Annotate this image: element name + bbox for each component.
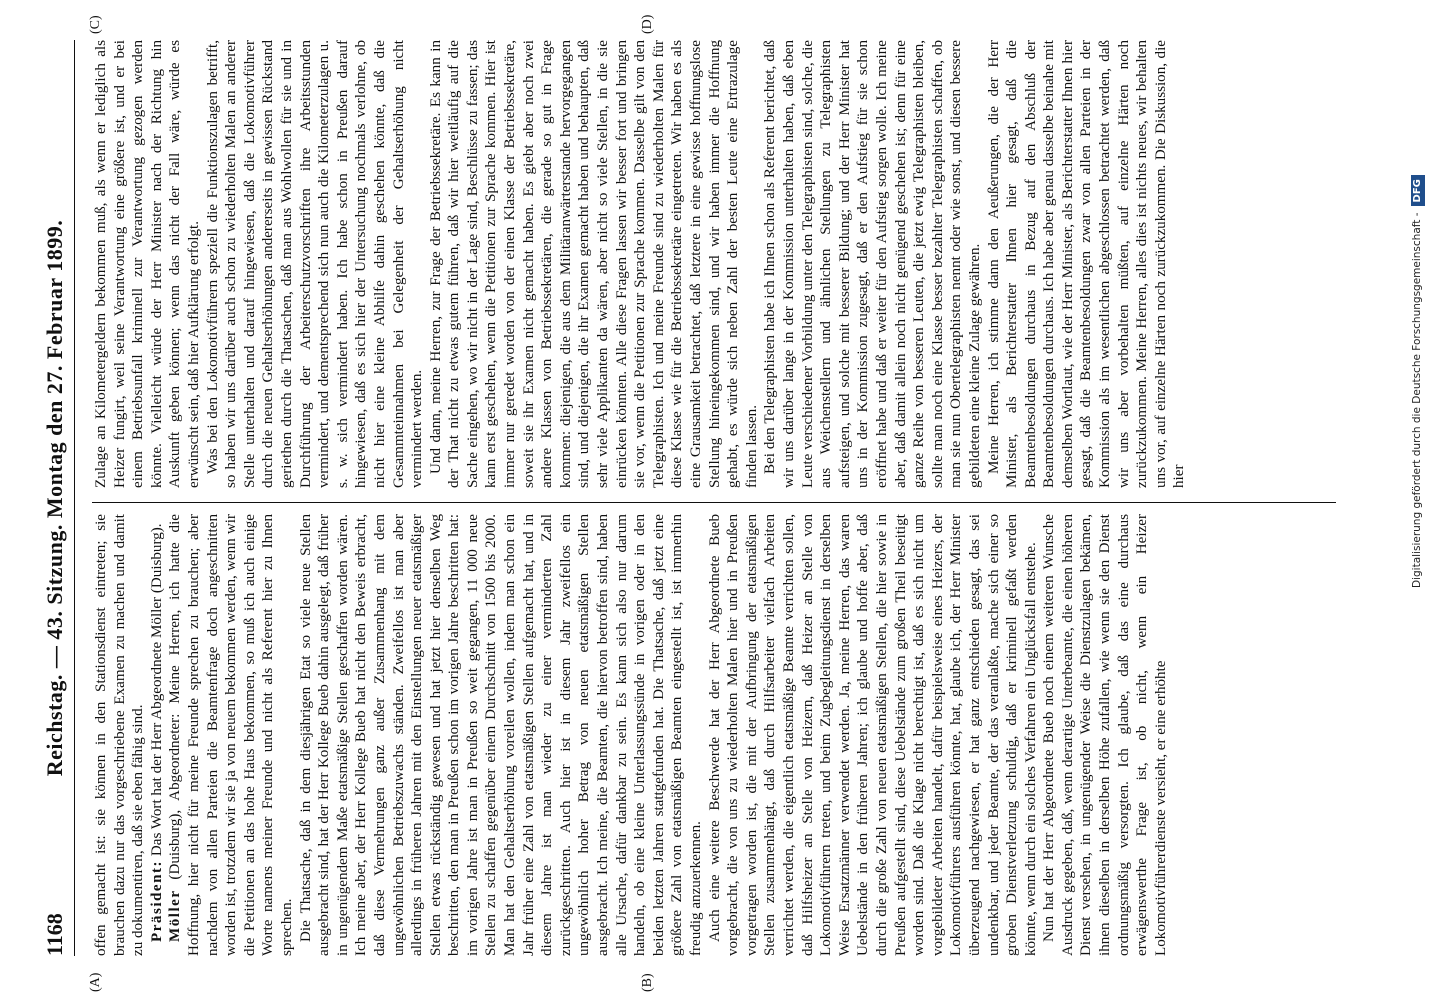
- margin-marker-c: (C): [88, 15, 103, 34]
- digitization-note: [1404, 8, 1432, 588]
- paragraph-text: Meine Herren, ich stimme dann den Aeußerungen, die der Herr Minister, als Berichterstatter Ihnen hier gesagt, daß die Beamtenbesoldungen durchaus in Bezug auf den Abschluß der Beamtenbesoldungen durchaus. Ich habe aber genau dasselbe beinahe mit demselben Wortlaut, wie der Herr Minister, als Berichterstatter Ihnen hier gesagt, daß die Beamtenbesoldungen zwar von allen Parteien in der Kommission als im wesentlichen abgeschlossen betrachtet werden, daß wir uns aber vorbehalten müßten, auf einzelne Härten noch zurückzukommen. Meine Herren, alles dies ist nichts neues, wir behalten uns vor, auf einzelne Härten noch zurückzukommen. Die Diskussion, die hier: [985, 40, 1188, 488]
- paragraph-text: Was bei den Lokomotivführern speziell die Funktionszulagen betrifft, so haben wir uns darüber auch schon zu wiederholten Malen an anderer Stelle unterhalten und darauf hingewiesen, daß die Lokomotivführer durch die neuen Gehaltserhöhungen andererseits in gewissen Rückstand geriethen durch die Thatsachen, daß man aus Wohlwollen für sie und in Durchführung der Arbeiterschutzvorschriften ihre Arbeitsstunden vermindert, und dementsprechend sich nun auch die Kilometerzulagen u. s. w. sich vermindert haben. Ich habe schon in Preußen darauf hingewiesen, daß es sich hier der Untersuchung nochmals verlohne, ob nicht hier eine kleine Abhilfe dahin geschehen könnte, daß die Gesammteinnahmen bei Gelegenheit der Gehaltserhöhung nicht vermindert werden.: [204, 40, 426, 488]
- paragraph-text: (Duisburg), Abgeordneter: Meine Herren, ich hatte die Hoffnung, hier nicht für meine Freunde sprechen zu brauchen; aber nachdem von allen Parteien die Beamtenfrage doch angeschnitten worden ist, trotzdem wir sie ja von neuem bekommen werden, wenn wir die Petitionen an das hohe Haus bekommen, so muß ich auch einige Worte namens meiner Freunde und nicht als Referent hier zu Ihnen sprechen.: [167, 514, 295, 956]
- margin-marker-a: (A): [88, 972, 103, 992]
- paragraph: [761, 40, 984, 488]
- paragraph-text: Auch eine weitere Beschwerde hat der Herr Abgeordnete Bueb vorgebracht, die von uns zu wiederholten Malen hier und in Preußen vorgetragen worden ist, die mit der Aufbringung der etatsmäßigen Stellen zusammenhängt, daß durch Hilfsarbeiter vielfach Arbeiten verrichtet werden, die eigentlich etatsmäßige Beamte verrichten sollen, daß Hilfsheizer an Stelle von Heizern, daß Heizer an Stelle von Lokomotivführern treten, und beim Zugbegleitungsdienst in derselben Weise Ersatzmänner verwendet werden. Ja, meine Herren, das waren Uebelstände in den früheren Jahren; ich glaube und hoffe aber, daß durch die große Zahl von neuen etatsmäßigen Stellen, die hier sowie in Preußen aufgestellt sind, diese Uebelstände zum großen Theil beseitigt worden sind. Daß die Klage nicht berechtigt ist, daß es sich nicht um vorgebildeter Arbeiten handelt, dafür beispielsweise eines Heizers, der Lokomotivführers ausführen könnte, hat, glaube ich, der Herr Minister überzeugend nachgewiesen, er hat ganz entschieden gesagt, das sei undenkbar, und jeder Beamte, der das veranlaßte, mache sich einer so groben Dienstverletzung schuldig, daß er kriminell gefaßt werden könnte, wenn durch ein solches Verfahren ein Unglücksfall entstehe.: [706, 514, 1039, 956]
- dfg-logo: DFG: [1411, 175, 1425, 206]
- speaker-paragraph: [166, 514, 296, 956]
- running-head: [40, 40, 75, 956]
- paragraph-text: Bei den Telegraphisten habe ich Ihnen schon als Referent berichtet, daß wir uns darüber lange in der Kommission unterhalten haben, daß eben Leute verschiedener Vorbildung unter den Telegraphisten sind, solche, die aus Weichenstellern und ähnlichen Stellungen zu Telegraphisten aufsteigen, und solche mit besserer Bildung; und der Herr Minister hat uns in der Kommission zugesagt, daß er den Aufstieg für sie schon eröffnet habe und daß er weiter für den Aufstieg sorgen wolle. Ich meine aber, daß damit allein noch nicht genügend geschehen ist; denn für eine ganze Reihe von besseren Leuten, die jetzt ewig Telegraphisten bleiben, sollte man noch eine Klasse besser bezahlter Telegraphisten schaffen, ob man sie nun Obertelegraphisten nennt oder wie sonst, und diesen bessere gebildeten eine kleine Zulage gewähren.: [762, 40, 983, 488]
- paragraph-text: Zulage an Kilometergeldern bekommen muß, als wenn er lediglich als Heizer fungirt, weil seine Verantwortung eine größere ist, und er bei einem Betriebsunfall kriminell zur Verantwortung gezogen werden könnte. Vielleicht würde der Herr Minister nach der Richtung hin Auskunft geben können; wenn das nicht der Fall wäre, würde es erwünscht sein, daß hier Aufklärung erfolgt.: [93, 40, 202, 488]
- paragraph: [92, 40, 204, 488]
- paragraph: [297, 514, 706, 956]
- left-column: [92, 514, 1336, 956]
- speaker-paragraph: [148, 514, 167, 956]
- paragraph: [204, 40, 427, 488]
- column-divider: [92, 502, 1336, 503]
- paragraph-text: Die Thatsache, daß in dem diesjährigen Etat so viele neue Stellen ausgebracht sind, hat der Herr Kollege Bueb dahin ausgelegt, daß früher in ungenügendem Maße etatsmäßige Stellen geschaffen worden wären. Ich meine aber, der Herr Kollege Bueb hat nicht den Beweis erbracht, daß diese Vermehrungen ganz außer Zusammenhang mit dem ungewöhnlichen Betriebszuwachs ständen. Zweifellos ist man aber allerdings in früheren Jahren mit den Einstellungen neuer etatsmäßiger Stellen etwas rückständig gewesen und hat jetzt hier denselben Weg beschritten, den man in Preußen schon im vorigen Jahre beschritten hat: im vorigen Jahre ist man in Preußen so weit gegangen, 11 000 neue Stellen zu schaffen gegenüber einem Durchschnitt von 1500 bis 2000. Man hat den Gehaltserhöhung voreilen wollen, indem man schon ein Jahr früher eine Zahl von etatsmäßigen Stellen aufgemacht hat, und in diesem Jahre ist man wieder zu einer verminderten Zahl zurückgeschritten. Auch hier ist in diesem Jahr zweifellos ein ungewöhnlich hoher Betrag von neuen etatsmäßigen Stellen ausgebracht. Ich meine, die Beamten, die hiervon betroffen sind, haben alle Ursache, dafür dankbar zu sein. Es kann sich also nur darum handeln, ob eine kleine Unterlassungssünde in vorigen oder in den beiden letzten Jahren stattgefunden hat. Die Thatsache, daß jetzt eine größere Zahl von etatsmäßigen Beamten eingestellt ist, ist immerhin freudig anzuerkennen.: [297, 514, 704, 956]
- paragraph: [985, 40, 1190, 488]
- page-title: Reichstag. — 43. Sitzung. Montag den 27. Februar 1899.: [42, 219, 67, 777]
- page-number: 1168: [42, 913, 67, 956]
- paragraph-text: Das Wort hat der Herr Abgeordnete Möller (Duisburg).: [148, 523, 165, 857]
- right-column: [92, 40, 1336, 488]
- paragraph-text: Und dann, meine Herren, zur Frage der Betriebssekretäre. Es kann in der That nicht zu etwas gutem führen, daß wir hier weitläufig auf die Sache eingehen, wo wir nicht in der Lage sind, Beschlüsse zu fassen; das kann erst geschehen, wenn die Petitionen zur Sprache kommen. Hier ist immer nur geredet worden von der einen Klasse der Betriebssekretäre, soweit sie ihr Examen nicht gemacht haben. Es giebt aber noch zwei andere Klassen von Betriebssekretären, die gerade so gut in Frage kommen: diejenigen, die aus dem Militäranwärterstande hervorgegangen sind, und diejenigen, die ihr Examen gemacht haben und behaupten, daß sehr viele Applikanten da wären, aber nicht so viele Stellen, in die sie einrücken könnten. Alle diese Fragen lassen wir besser fort und bringen sie vor, wenn die Petitionen zur Sprache kommen. Dasselbe gilt von den Telegraphisten. Ich und meine Freunde sind zu wiederholten Malen für diese Klasse wie für die Betriebssekretäre eingetreten. Wir haben es als eine Grausamkeit betrachtet, daß letztere in eine gewisse hoffnungslose Stellung hineingekommen sind, und wir haben immer die Hoffnung gehabt, es würde sich neben Zahl der besten Leute eine Ertrazulage finden lassen.: [427, 40, 760, 488]
- margin-marker-b: (B): [640, 973, 655, 992]
- digitization-note-text: Digitalisierung gefördert durch die Deutsche Forschungsgemeinschaft -: [1411, 212, 1423, 588]
- paragraph: [706, 514, 1041, 956]
- paragraph-text: Nun hat der Herr Abgeordnete Bueb noch einem weiteren Wunsche Ausdruck gegeben, daß, wenn derartige Unterbeamte, die einen höheren Dienst versehen, in ungenügender Weise die Dienstzulagen bekämen, ihnen dieselben in derselben Höhe zufallen, wie wenn sie den Dienst ordnungsmäßig versorgten. Ich glaube, daß das eine durchaus erwägenswerthe Frage ist, ob nicht, wenn ein Heizer Lokomotivführerdienste versieht, er eine erhöhte: [1041, 514, 1169, 956]
- speaker-name: Präsident:: [148, 859, 165, 942]
- speaker-name: Möller: [167, 889, 184, 942]
- paragraph: [92, 514, 148, 956]
- paragraph: [1040, 514, 1170, 956]
- paragraph-text: offen gemacht ist: sie können in den Stationsdienst eintreten; sie brauchen dazu nur das vorgeschriebene Examen zu machen und damit zu dokumentiren, daß sie eben fähig sind.: [93, 514, 147, 956]
- margin-marker-d: (D): [640, 14, 655, 34]
- paragraph: [427, 40, 762, 488]
